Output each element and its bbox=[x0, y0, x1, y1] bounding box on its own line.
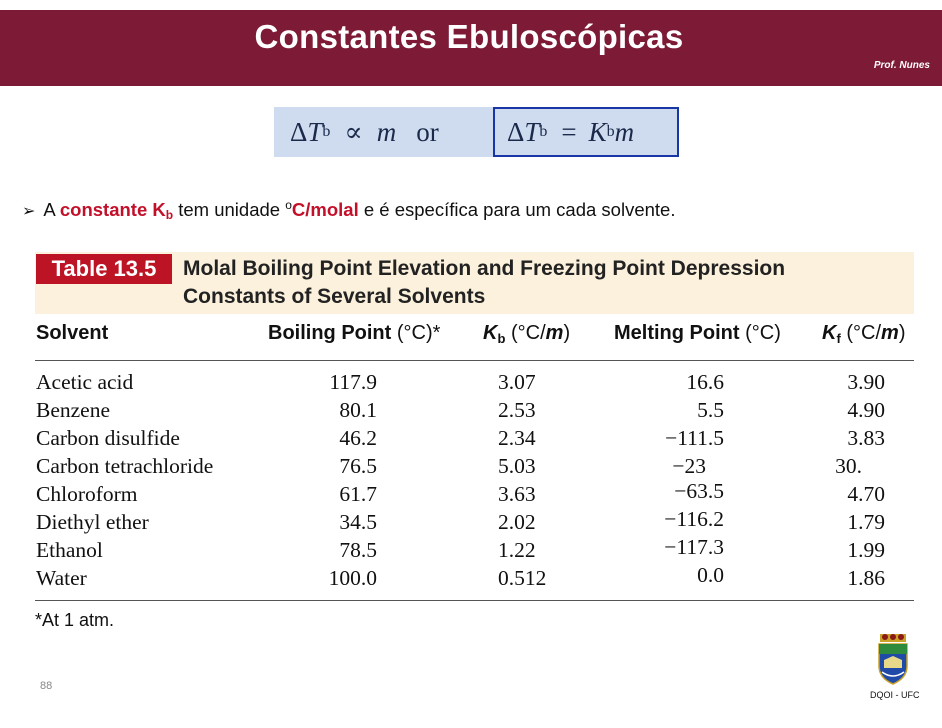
table-bottom-rule bbox=[35, 600, 914, 601]
department-label: DQOI - UFC bbox=[870, 690, 920, 700]
formula-k-sub: b bbox=[606, 123, 615, 140]
formula-k: K bbox=[588, 116, 607, 147]
cell-boiling-point: 34.5 bbox=[339, 510, 377, 534]
cell-melting-point: −117.3 bbox=[664, 535, 724, 559]
header-kb: $K_b$ (°C/m) bbox=[483, 322, 571, 346]
cell-kb: 2.53 bbox=[498, 398, 536, 422]
header-kf: $K_f$ (°C/m) bbox=[822, 322, 906, 346]
cell-kb: 5.03 bbox=[498, 454, 536, 478]
formula-equation bbox=[493, 107, 679, 157]
cell-kb: 2.34 bbox=[498, 426, 536, 450]
degree-sup: o bbox=[285, 198, 292, 212]
cell-kf: 3.90 bbox=[847, 370, 885, 394]
cell-solvent: Water bbox=[36, 566, 87, 590]
cell-kf: 4.90 bbox=[847, 398, 885, 422]
formula-or: or bbox=[416, 116, 439, 147]
table-label: Table 13.5 bbox=[36, 254, 172, 284]
delta-symbol: Δ bbox=[290, 116, 308, 147]
formula-t-sub: b bbox=[322, 123, 331, 140]
table-title-line1: Molal Boiling Point Elevation and Freezing Point Depression bbox=[183, 257, 786, 280]
table-row bbox=[0, 563, 942, 594]
formula-m: m bbox=[614, 116, 635, 147]
cell-kf: 1.86 bbox=[847, 566, 885, 590]
cell-boiling-point: 61.7 bbox=[339, 482, 377, 506]
table-footnote: *At 1 atm. bbox=[35, 610, 115, 630]
cell-melting-point: −116.2 bbox=[664, 507, 724, 531]
university-crest-icon bbox=[876, 632, 910, 688]
cell-solvent: Chloroform bbox=[36, 482, 138, 506]
cell-solvent: Acetic acid bbox=[36, 370, 134, 394]
bullet-a: A bbox=[43, 199, 55, 220]
page-number: 88 bbox=[40, 680, 53, 692]
table-row bbox=[0, 479, 942, 510]
cell-kf: 3.83 bbox=[847, 426, 885, 450]
author-label: Prof. Nunes bbox=[873, 60, 930, 71]
table-row bbox=[0, 507, 942, 538]
cell-melting-point: 16.6 bbox=[686, 370, 724, 394]
table-title-line2: Constants of Several Solvents bbox=[183, 285, 486, 308]
cell-melting-point: 0.0 bbox=[697, 563, 724, 587]
bullet-tem: tem unidade bbox=[178, 199, 281, 220]
header-solvent: Solvent bbox=[36, 322, 109, 344]
header-rule bbox=[35, 360, 914, 361]
slide-title: Constantes Ebuloscópicas bbox=[254, 18, 684, 55]
unit-term: C/molal bbox=[291, 199, 359, 220]
table-title bbox=[183, 255, 785, 311]
cell-solvent: Carbon disulfide bbox=[36, 426, 180, 450]
table-row bbox=[0, 370, 942, 398]
constante-term: constante $K_b$ bbox=[59, 199, 174, 222]
cell-solvent: Ethanol bbox=[36, 538, 103, 562]
proportional-symbol: ∝ bbox=[344, 116, 363, 147]
cell-kb: 3.63 bbox=[498, 482, 536, 506]
cell-kb: 0.512 bbox=[498, 566, 547, 590]
bullet-point bbox=[22, 198, 675, 222]
cell-melting-point: −23 bbox=[672, 454, 706, 478]
equals-symbol: = bbox=[561, 116, 577, 147]
cell-boiling-point: 76.5 bbox=[339, 454, 377, 478]
cell-boiling-point: 100.0 bbox=[328, 566, 377, 590]
cell-boiling-point: 46.2 bbox=[339, 426, 377, 450]
cell-kb: 1.22 bbox=[498, 538, 536, 562]
formula-t: T bbox=[524, 116, 540, 147]
cell-boiling-point: 78.5 bbox=[339, 538, 377, 562]
table-row bbox=[0, 454, 942, 482]
delta-symbol: Δ bbox=[507, 116, 525, 147]
formula-proportional bbox=[274, 107, 494, 157]
header-boiling-point: Boiling Point (°C)* bbox=[268, 322, 441, 344]
table-row bbox=[0, 426, 942, 454]
cell-kb: 3.07 bbox=[498, 370, 536, 394]
formula-t-sub: b bbox=[539, 123, 548, 140]
cell-kf: 30. bbox=[835, 454, 862, 478]
cell-kb: 2.02 bbox=[498, 510, 536, 534]
table-row bbox=[0, 398, 942, 426]
cell-boiling-point: 80.1 bbox=[339, 398, 377, 422]
bullet-rest: e é específica para um cada solvente. bbox=[363, 199, 676, 220]
table-row bbox=[0, 535, 942, 566]
cell-kf: 1.99 bbox=[847, 538, 885, 562]
formula-m: m bbox=[376, 116, 397, 147]
cell-melting-point: −63.5 bbox=[674, 479, 724, 503]
cell-melting-point: −111.5 bbox=[665, 426, 724, 450]
cell-melting-point: 5.5 bbox=[697, 398, 724, 422]
cell-solvent: Benzene bbox=[36, 398, 111, 422]
cell-solvent: Carbon tetrachloride bbox=[36, 454, 214, 478]
cell-solvent: Diethyl ether bbox=[36, 510, 149, 534]
cell-boiling-point: 117.9 bbox=[329, 370, 377, 394]
formula-t: T bbox=[307, 116, 323, 147]
cell-kf: 4.70 bbox=[847, 482, 885, 506]
arrow-bullet-icon: ➢ bbox=[22, 203, 36, 220]
cell-kf: 1.79 bbox=[847, 510, 885, 534]
header-melting-point: Melting Point (°C) bbox=[614, 322, 781, 344]
